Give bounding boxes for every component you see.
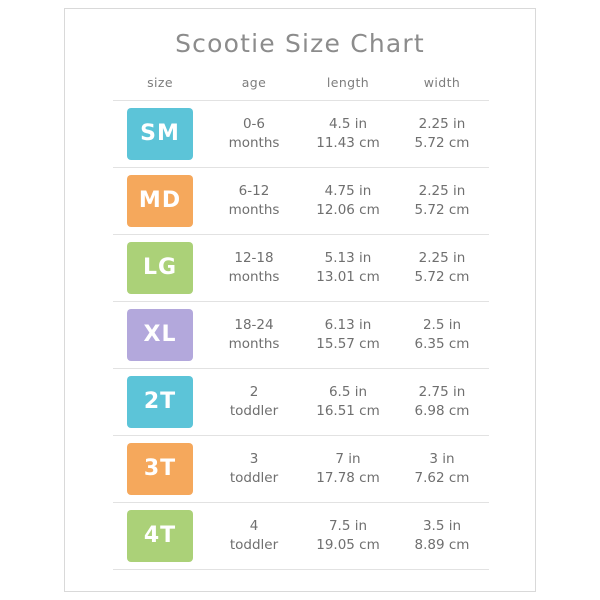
age-unit: months <box>228 269 280 285</box>
size-badge: 2T <box>127 376 193 428</box>
age-cell <box>207 369 301 436</box>
table-row <box>113 168 489 235</box>
length-centimeters: 19.05 cm <box>316 537 380 553</box>
width-cell <box>395 369 489 436</box>
length-inches: 4.75 in <box>324 183 372 200</box>
width-inches: 2.5 in <box>422 317 462 334</box>
length-cell <box>301 235 395 302</box>
length-inches: 6.5 in <box>328 384 368 401</box>
width-centimeters: 8.89 cm <box>414 537 470 553</box>
size-chart-card <box>64 8 536 592</box>
table-header <box>113 71 489 101</box>
column-header-length: length <box>326 75 370 90</box>
age-unit: toddler <box>229 470 279 486</box>
table-row <box>113 101 489 168</box>
table-row <box>113 369 489 436</box>
length-inches: 7.5 in <box>328 518 368 535</box>
width-cell <box>395 101 489 168</box>
width-inches: 2.25 in <box>418 183 466 200</box>
column-header-width: width <box>423 75 461 90</box>
age-cell <box>207 168 301 235</box>
length-inches: 6.13 in <box>324 317 372 334</box>
age-range: 2 <box>249 384 259 401</box>
column-header-size: size <box>147 75 173 90</box>
size-badge: MD <box>127 175 193 227</box>
length-centimeters: 16.51 cm <box>316 403 380 419</box>
age-cell <box>207 235 301 302</box>
width-inches: 2.25 in <box>418 250 466 267</box>
age-cell <box>207 101 301 168</box>
age-range: 4 <box>249 518 259 535</box>
age-unit: months <box>228 336 280 352</box>
size-cell <box>113 436 207 503</box>
age-cell <box>207 302 301 369</box>
width-inches: 2.75 in <box>418 384 466 401</box>
length-cell <box>301 168 395 235</box>
width-centimeters: 6.35 cm <box>414 336 470 352</box>
size-cell <box>113 503 207 570</box>
page-title: Scootie Size Chart <box>175 29 425 58</box>
size-chart-table-wrapper <box>113 71 489 570</box>
length-cell <box>301 503 395 570</box>
table-body <box>113 101 489 570</box>
width-centimeters: 5.72 cm <box>414 269 470 285</box>
age-range: 12-18 <box>234 250 274 267</box>
width-cell <box>395 436 489 503</box>
size-cell <box>113 168 207 235</box>
length-cell <box>301 369 395 436</box>
age-unit: months <box>228 202 280 218</box>
size-badge: 3T <box>127 443 193 495</box>
age-range: 3 <box>249 451 259 468</box>
size-chart-table <box>113 71 489 570</box>
age-unit: months <box>228 135 280 151</box>
age-cell <box>207 503 301 570</box>
length-centimeters: 15.57 cm <box>316 336 380 352</box>
width-cell <box>395 168 489 235</box>
width-cell <box>395 503 489 570</box>
width-centimeters: 6.98 cm <box>414 403 470 419</box>
age-cell <box>207 436 301 503</box>
length-centimeters: 12.06 cm <box>316 202 380 218</box>
width-centimeters: 7.62 cm <box>414 470 470 486</box>
length-inches: 5.13 in <box>324 250 372 267</box>
width-centimeters: 5.72 cm <box>414 202 470 218</box>
width-inches: 3 in <box>429 451 455 468</box>
size-cell <box>113 369 207 436</box>
age-range: 18-24 <box>234 317 274 334</box>
table-row <box>113 302 489 369</box>
table-row <box>113 436 489 503</box>
table-row <box>113 235 489 302</box>
length-centimeters: 13.01 cm <box>316 269 380 285</box>
table-row <box>113 503 489 570</box>
size-badge: XL <box>127 309 193 361</box>
length-cell <box>301 101 395 168</box>
size-badge: 4T <box>127 510 193 562</box>
length-centimeters: 17.78 cm <box>316 470 380 486</box>
length-centimeters: 11.43 cm <box>316 135 380 151</box>
age-unit: toddler <box>229 403 279 419</box>
length-inches: 4.5 in <box>328 116 368 133</box>
size-cell <box>113 101 207 168</box>
length-cell <box>301 436 395 503</box>
size-cell <box>113 235 207 302</box>
age-unit: toddler <box>229 537 279 553</box>
column-header-age: age <box>241 75 267 90</box>
width-inches: 3.5 in <box>422 518 462 535</box>
length-inches: 7 in <box>335 451 361 468</box>
width-inches: 2.25 in <box>418 116 466 133</box>
length-cell <box>301 302 395 369</box>
width-cell <box>395 302 489 369</box>
width-cell <box>395 235 489 302</box>
width-centimeters: 5.72 cm <box>414 135 470 151</box>
size-cell <box>113 302 207 369</box>
size-badge: LG <box>127 242 193 294</box>
age-range: 0-6 <box>242 116 266 133</box>
age-range: 6-12 <box>238 183 270 200</box>
table-header-row <box>113 71 489 101</box>
size-badge: SM <box>127 108 193 160</box>
